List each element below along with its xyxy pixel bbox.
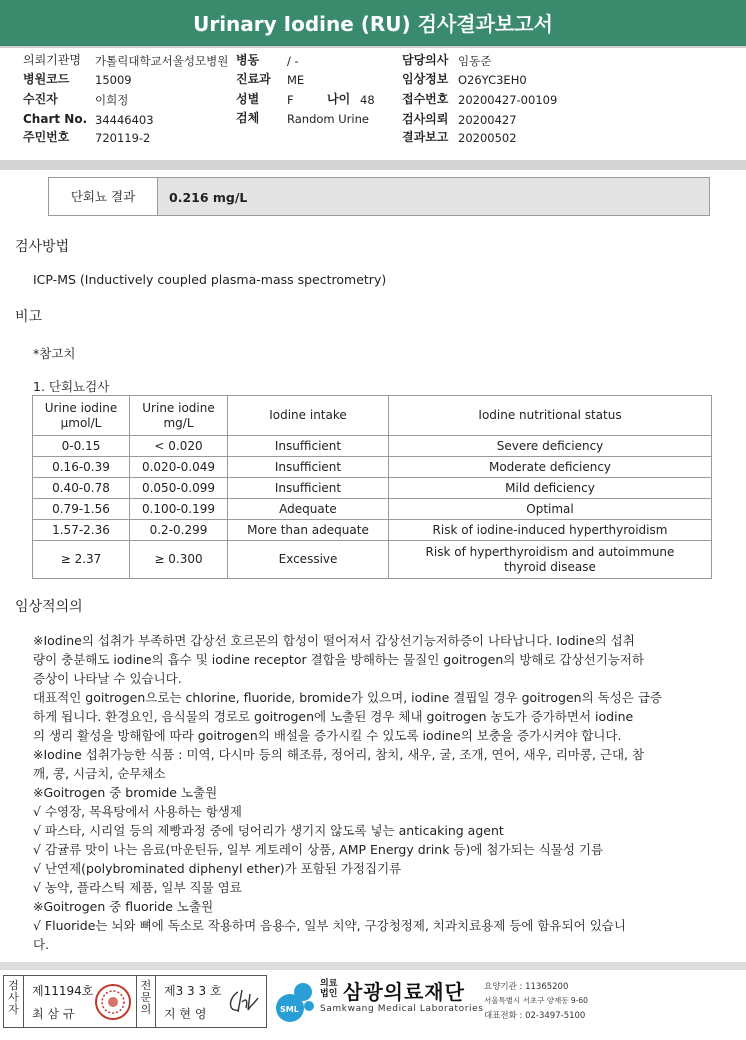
footer-divider: [0, 962, 746, 970]
method-text: ICP-MS (Inductively coupled plasma-mass spectrometry): [33, 272, 387, 287]
examiner-label-text: 검사자: [8, 979, 19, 1016]
clinical-line: √ 파스타, 시리얼 등의 제빵과정 중에 덩어리가 생기지 않도록 넣는 anticaking agent: [33, 823, 504, 838]
table-cell: < 0.020: [130, 436, 228, 457]
clinical-line: 증상이 나타날 수 있습니다.: [33, 671, 182, 686]
clinical-text: [33, 631, 703, 954]
id-label: 주민번호: [23, 130, 70, 144]
reception-value: 20200427-00109: [458, 93, 558, 107]
single-urine-subheading: 1. 단회뇨검사: [33, 379, 110, 394]
examiner-license: 제11194호: [32, 984, 94, 998]
table-cell: 0-0.15: [33, 436, 130, 457]
org-phone: 대표전화 : 02-3497-5100: [484, 1011, 586, 1021]
signature-icon: [224, 986, 262, 1018]
sex-value: F: [287, 93, 294, 107]
specialist-label-text: 전문의: [140, 979, 152, 1016]
specimen-value: Random Urine: [287, 112, 369, 126]
table-cell: 0.020-0.049: [130, 457, 228, 478]
table-cell: Mild deficiency: [389, 478, 712, 499]
table-cell: 0.100-0.199: [130, 499, 228, 520]
logo-text: SML: [280, 1005, 299, 1014]
clinical-line: 하게 됩니다. 환경요인, 음식물의 경로로 goitrogen에 노출된 경우 체내 goitrogen 농도가 증가하면서 iodine: [33, 709, 634, 724]
sml-logo-icon: [270, 978, 318, 1026]
clinical-line: ※Goitrogen 중 bromide 노출원: [33, 785, 218, 800]
examiner-name: 최 삼 규: [32, 1007, 75, 1021]
org-code: 요양기관 : 11365200: [484, 982, 569, 992]
table-cell: 0.050-0.099: [130, 478, 228, 499]
clinical-line: 의 생리 활성을 방해함에 따라 goitrogen의 배설을 증가시킬 수 있도록 iodine의 보충을 증가시켜야 합니다.: [33, 728, 622, 743]
header-mg: Urine iodine mg/L: [130, 396, 228, 436]
patient-label: 수진자: [23, 92, 58, 106]
seal-icon: [94, 983, 132, 1021]
clinical-line: √ 난연제(polybrominated diphenyl ether)가 포함된 가정집기류: [33, 861, 402, 876]
table-cell: 0.2-0.299: [130, 520, 228, 541]
table-cell: Moderate deficiency: [389, 457, 712, 478]
table-row: [33, 436, 712, 457]
table-cell: 0.79-1.56: [33, 499, 130, 520]
method-heading: 검사방법: [15, 239, 70, 255]
report-date-label: 결과보고: [402, 130, 449, 144]
table-cell: Insufficient: [228, 478, 389, 499]
clinical-line: √ 수영장, 목욕탕에서 사용하는 항생제: [33, 804, 242, 819]
specimen-label: 검체: [236, 111, 260, 125]
org-address: 서울특별시 서초구 양재동 9-60: [484, 996, 588, 1005]
clinical-line: √ 감귤류 맛이 나는 음료(마운틴듀, 일부 게토레이 상품, AMP Energy drink 등)에 첨가되는 식물성 기름: [33, 842, 604, 857]
specialist-name: 지 현 영: [164, 1007, 207, 1021]
dept-label: 진료과: [236, 72, 271, 86]
institution-label: 의뢰기관명: [23, 53, 81, 67]
clinical-line: 다.: [33, 937, 50, 952]
clinical-info-value: O26YC3EH0: [458, 73, 527, 87]
table-cell: More than adequate: [228, 520, 389, 541]
table-row: [33, 520, 712, 541]
report-date-value: 20200502: [458, 131, 517, 145]
table-cell: Risk of iodine-induced hyperthyroidism: [389, 520, 712, 541]
section-divider: [0, 160, 746, 170]
report-title: Urinary Iodine (RU) 검사결과보고서: [0, 0, 746, 46]
table-cell: Insufficient: [228, 457, 389, 478]
table-cell: 1.57-2.36: [33, 520, 130, 541]
specialist-label: [136, 976, 156, 1027]
clinical-line: ※Iodine의 섭취가 부족하면 갑상선 호르몬의 합성이 떨어져서 갑상선기능저하증이 나타납니다. Iodine의 섭취: [33, 633, 635, 648]
table-cell: Severe deficiency: [389, 436, 712, 457]
header-status: Iodine nutritional status: [389, 396, 712, 436]
reception-label: 접수번호: [402, 92, 449, 106]
table-row: [33, 499, 712, 520]
table-header-row: [33, 396, 712, 436]
dept-value: ME: [287, 73, 305, 87]
clinical-line: ※Goitrogen 중 fluoride 노출원: [33, 899, 214, 914]
patient-value: 이희정: [95, 93, 129, 107]
header-umol: Urine iodine μmol/L: [33, 396, 130, 436]
chart-label: Chart No.: [23, 112, 88, 126]
result-label: 단회뇨 결과: [49, 178, 158, 215]
sex-label: 성별: [236, 92, 260, 106]
request-value: 20200427: [458, 113, 517, 127]
table-cell: Risk of hyperthyroidism and autoimmune thyroid disease: [389, 541, 712, 579]
clinical-heading: 임상적의의: [15, 599, 83, 615]
divider: [0, 46, 746, 48]
reference-table: [32, 395, 712, 579]
chart-value: 34446403: [95, 113, 154, 127]
table-row: [33, 457, 712, 478]
hospital-code-value: 15009: [95, 73, 132, 87]
age-label: 나이: [327, 92, 351, 106]
table-cell: ≥ 2.37: [33, 541, 130, 579]
remarks-heading: 비고: [15, 309, 43, 325]
org-type: 의료 법인: [320, 979, 338, 999]
examiner-label: [4, 976, 24, 1027]
clinical-line: √ 농약, 플라스틱 제품, 일부 직물 염료: [33, 880, 242, 895]
result-value: 0.216 mg/L: [169, 190, 248, 205]
clinical-info-label: 임상정보: [402, 72, 449, 86]
table-cell: ≥ 0.300: [130, 541, 228, 579]
signature-box: [3, 975, 267, 1028]
clinical-line: √ Fluoride는 뇌와 뼈에 독소로 작용하며 음용수, 일부 치약, 구강청정제, 치과치료용제 등에 함유되어 있습니: [33, 918, 626, 933]
table-cell: Excessive: [228, 541, 389, 579]
clinical-line: 량이 충분해도 iodine의 흡수 및 iodine receptor 결합을 방해하는 물질인 goitrogen의 방해로 갑상선기능저하: [33, 652, 645, 667]
ward-label: 병동: [236, 53, 260, 67]
id-value: 720119-2: [95, 131, 151, 145]
hospital-code-label: 병원코드: [23, 72, 70, 86]
doctor-label: 담당의사: [402, 53, 449, 67]
table-cell: Adequate: [228, 499, 389, 520]
specialist-license: 제3 3 3 호: [164, 984, 222, 998]
table-cell: Insufficient: [228, 436, 389, 457]
result-box: [48, 177, 710, 216]
table-cell: 0.40-0.78: [33, 478, 130, 499]
clinical-line: 대표적인 goitrogen으로는 chlorine, fluoride, bromide가 있으며, iodine 결핍일 경우 goitrogen의 독성은 급증: [33, 690, 662, 705]
reference-note: *참고치: [33, 346, 76, 361]
age-value: 48: [360, 93, 375, 107]
institution-value: 가톨릭대학교서울성모병원: [95, 54, 229, 68]
table-row: [33, 541, 712, 579]
org-english: Samkwang Medical Laboratories: [320, 1004, 484, 1014]
table-cell: Optimal: [389, 499, 712, 520]
clinical-line: 깨, 콩, 시금치, 순무채소: [33, 766, 166, 781]
doctor-value: 임동준: [458, 54, 492, 68]
clinical-line: ※Iodine 섭취가능한 식품 : 미역, 다시마 등의 해조류, 정어리, 참치, 새우, 굴, 조개, 연어, 새우, 리마콩, 근대, 참: [33, 747, 645, 762]
org-name: 삼광의료재단: [343, 980, 465, 1004]
header-intake: Iodine intake: [228, 396, 389, 436]
table-cell: 0.16-0.39: [33, 457, 130, 478]
table-row: [33, 478, 712, 499]
ward-value: / -: [287, 54, 299, 68]
request-label: 검사의뢰: [402, 112, 449, 126]
